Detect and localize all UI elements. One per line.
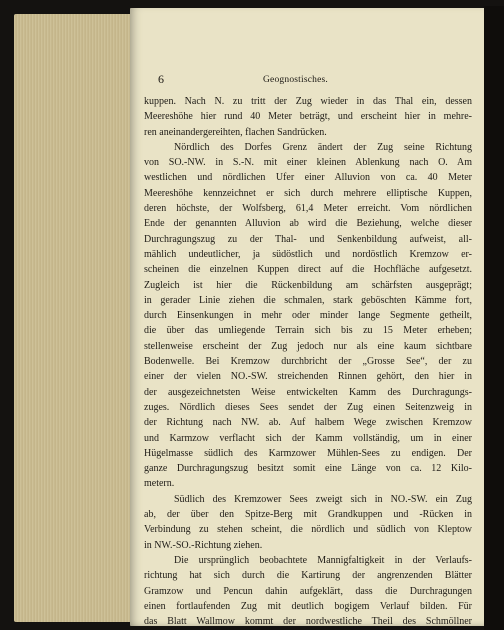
text-line: durch Einsenkungen in mehr oder minder lange Segmente getheilt,	[144, 310, 472, 322]
body-text	[144, 94, 472, 629]
text-line: ganze Durchragungszug besitzt somit eine Länge von ca. 12 Kilo-	[144, 463, 472, 475]
page-number: 6	[158, 72, 164, 86]
text-line: westlichen und nördlichen Ufer einer Alluvion von ca. 40 Meter	[144, 172, 472, 184]
text-line: mählich undeutlicher, ja südöstlich und nordöstlich Kremzow er-	[144, 248, 472, 260]
text-line: Hügelmasse südlich des Karmzower Mühlen-Sees zu endigen. Der	[144, 447, 472, 459]
text-line: in NW.-SO.-Richtung ziehen.	[144, 539, 263, 551]
page-stack-edge	[14, 14, 134, 622]
text-line: Südlich des Kremzower Sees zweigt sich in NO.-SW. ein Zug	[174, 493, 472, 505]
text-line: Ende der genannten Alluvion ab wird die Beziehung, welche dieser	[144, 218, 472, 230]
text-line: die über das umliegende Terrain sich bis zu 15 Meter erheben;	[144, 325, 472, 337]
text-line: scheinen die einzelnen Kuppen direct auf die Hochfläche aufgesetzt.	[144, 264, 472, 276]
text-line: ren aneinandergereihten, flachen Sandrücken.	[144, 126, 327, 138]
text-line: Meereshöhe hier rund 40 Meter beträgt, und erscheint hier in mehre-	[144, 111, 472, 123]
text-line: in gerader Linie ziehen die schmalen, stark geböschten Kämme fort,	[144, 294, 472, 306]
text-line: und Karmzow verflacht sich der Kamm vollständig, um in einer	[144, 432, 472, 444]
text-line: Bodenwelle. Bei Kremzow durchbricht der „Grosse See“, der zu	[144, 356, 472, 368]
text-line: zuges. Nördlich dieses Sees sendet der Zug einen Seitenzweig in	[144, 401, 472, 413]
running-head: Geognostisches.	[263, 75, 329, 85]
text-line: der ausgezeichnetsten Weise entwickelten Kamm des Durchragungs-	[144, 386, 472, 398]
text-line: einen fortlaufenden Zug mit deutlich bogigem Verlauf bilden. Für	[144, 600, 472, 612]
text-line: ab, der über den Spitze-Berg mit Grandkuppen und -Rücken in	[144, 509, 472, 521]
text-line: Meereshöhe kennzeichnet er sich durch mehrere elliptische Kuppen,	[144, 187, 472, 199]
text-line: einer der vielen NO.-SW. streichenden Rinnen gehört, den hier in	[144, 371, 472, 383]
text-line: stellenweise erscheint der Zug jedoch nur als eine kaum sichtbare	[144, 340, 472, 352]
text-line: kuppen. Nach N. zu tritt der Zug wieder in das Thal ein, dessen	[144, 96, 472, 107]
text-line: Gramzow und Pencun dahin aufgeklärt, dass die Durchragungen	[144, 585, 472, 597]
text-line: richtung hat sich durch die Kartirung der angrenzenden Blätter	[144, 570, 472, 582]
text-line: der Richtung nach NW. ab. Auf halbem Wege zwischen Kremzow	[144, 417, 472, 429]
text-line: metern.	[144, 478, 175, 490]
text-line: deren höchste, der Wolfsberg, 61,4 Meter erreicht. Vom nördlichen	[144, 203, 472, 215]
text-line: von SO.-NW. in S.-N. mit einer kleinen Ablenkung nach O. Am	[144, 157, 472, 169]
text-line: Zugleich ist hier die Rückenbildung am schärfsten ausgeprägt;	[144, 279, 472, 291]
text-line: das Blatt Wallmow kommt der nordwestliche Theil des Schmöllner	[144, 616, 472, 628]
text-line: Die ursprünglich beobachtete Mannigfaltigkeit in der Verlaufs-	[174, 554, 472, 566]
text-line: Verbindung zu stehen scheint, die nördlich und südlich von Kleptow	[144, 524, 472, 536]
dark-background-edge	[484, 6, 504, 630]
text-line: Durchragungszug zu der Thal- und Senkenbildung aufweist, all-	[144, 233, 472, 245]
text-line: Nördlich des Dorfes Grenz ändert der Zug seine Richtung	[174, 141, 472, 153]
